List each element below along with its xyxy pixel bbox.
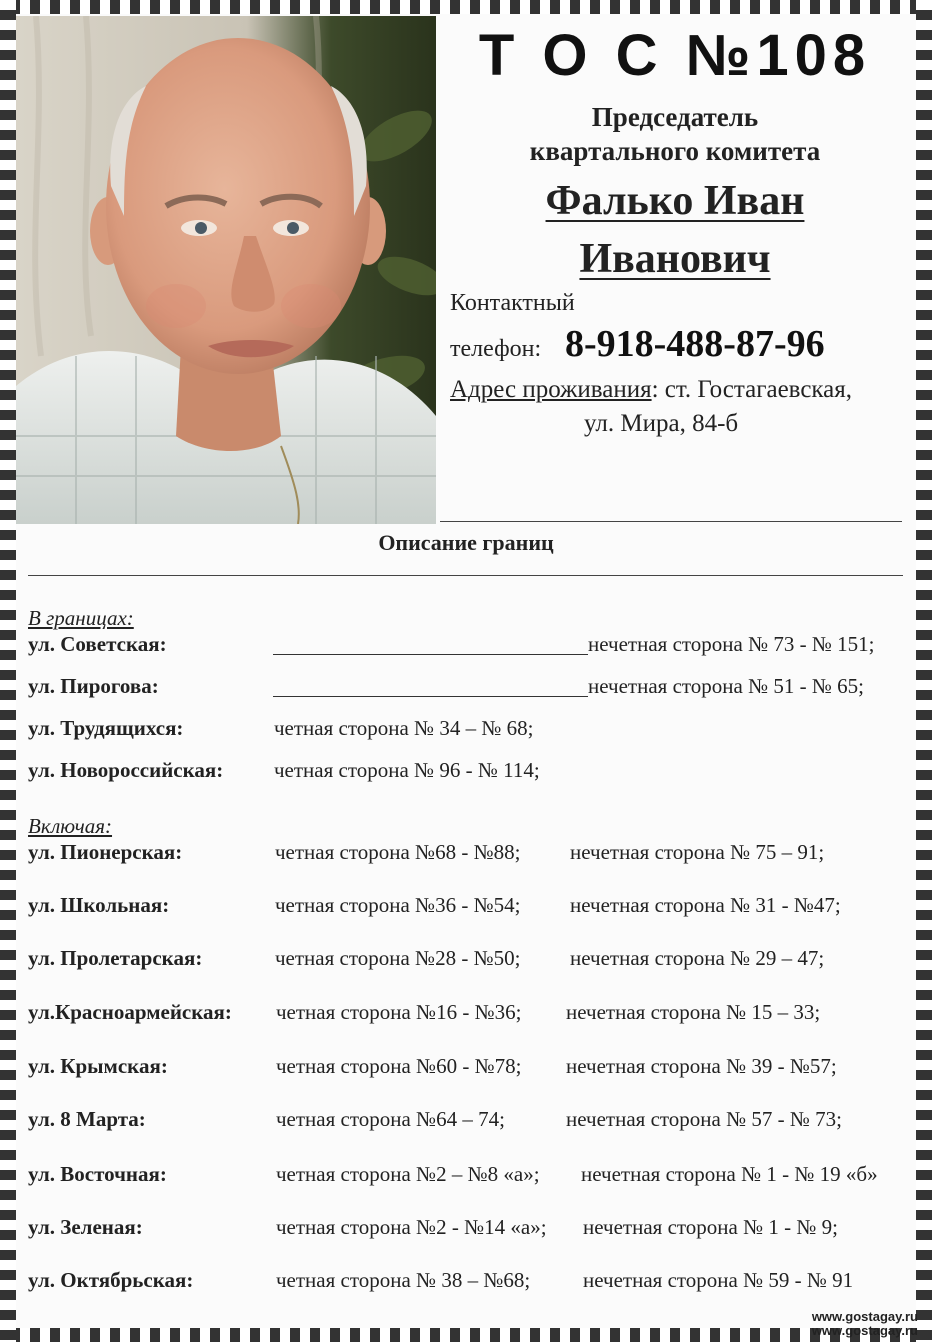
boundary-row	[28, 632, 918, 662]
range-text: четная сторона № 34 – № 68;	[274, 716, 534, 740]
fill-line	[273, 696, 588, 697]
boundaries-title: Описание границ	[378, 530, 554, 555]
odd-range: нечетная сторона № 57 - № 73;	[566, 1107, 842, 1131]
portrait-photo	[16, 16, 436, 524]
street-name: ул. Пролетарская:	[28, 946, 203, 970]
odd-range: нечетная сторона № 29 – 47;	[570, 946, 825, 970]
position-line-2: квартального комитета	[529, 136, 821, 166]
boundary-row	[28, 1054, 918, 1084]
street-name: ул. Трудящихся:	[28, 716, 184, 740]
divider-bottom	[28, 575, 903, 576]
address	[450, 376, 852, 404]
odd-range: нечетная сторона № 15 – 33;	[566, 1000, 821, 1024]
fill-line	[273, 654, 588, 655]
even-range: четная сторона №64 – 74;	[276, 1107, 505, 1131]
boundary-row	[28, 946, 918, 976]
range-text: нечетная сторона № 73 - № 151;	[588, 632, 875, 656]
boundary-row	[28, 1162, 918, 1192]
odd-range: нечетная сторона № 1 - № 9;	[583, 1215, 838, 1239]
name-line-2: Иванович	[579, 236, 771, 282]
boundary-row	[28, 1000, 918, 1030]
within-label: В границах:	[28, 606, 134, 630]
address-line-1: : ст. Гостагаевская,	[651, 376, 853, 403]
including-label: Включая:	[28, 814, 113, 838]
street-name: ул. Пионерская:	[28, 840, 183, 864]
watermark-line-1: www.gostagay.ru	[811, 1309, 918, 1324]
boundary-row	[28, 893, 918, 923]
even-range: четная сторона №2 – №8 «а»;	[276, 1162, 540, 1186]
even-range: четная сторона №60 - №78;	[276, 1054, 522, 1078]
street-name: ул. Крымская:	[28, 1054, 168, 1078]
boundary-row	[28, 1268, 918, 1298]
street-name: ул. Пирогова:	[28, 674, 159, 698]
odd-range: нечетная сторона № 59 - № 91	[583, 1268, 854, 1292]
even-range: четная сторона №68 - №88;	[275, 840, 521, 864]
street-name: ул. Новороссийская:	[28, 758, 224, 782]
phone-number: 8-918-488-87-96	[565, 323, 825, 365]
street-name: ул.Красноармейская:	[28, 1000, 232, 1024]
page-title: Т О С №108	[478, 23, 872, 88]
even-range: четная сторона №16 - №36;	[276, 1000, 522, 1024]
odd-range: нечетная сторона № 39 - №57;	[566, 1054, 837, 1078]
street-name: ул. Октябрьская:	[28, 1268, 194, 1292]
portrait-illustration	[16, 16, 436, 524]
boundary-row	[28, 674, 918, 704]
street-name: ул. Советская:	[28, 632, 167, 656]
address-line-2: ул. Мира, 84-б	[584, 410, 739, 437]
name-line-1: Фалько Иван	[545, 178, 805, 224]
odd-range: нечетная сторона № 1 - № 19 «б»	[581, 1162, 878, 1186]
boundary-row	[28, 758, 918, 788]
position-line-1: Председатель	[591, 102, 759, 132]
divider-top	[440, 521, 902, 522]
even-range: четная сторона № 38 – №68;	[276, 1268, 531, 1292]
position-title	[440, 100, 910, 168]
watermark	[812, 1310, 918, 1338]
border-bottom	[0, 1328, 932, 1342]
street-name: ул. Зеленая:	[28, 1215, 143, 1239]
even-range: четная сторона №36 - №54;	[275, 893, 521, 917]
odd-range: нечетная сторона № 31 - №47;	[570, 893, 841, 917]
address-label: Адрес проживания	[450, 376, 652, 403]
even-range: четная сторона №28 - №50;	[275, 946, 521, 970]
street-name: ул. Школьная:	[28, 893, 170, 917]
phone-label: телефон:	[450, 336, 542, 362]
border-top	[0, 0, 932, 14]
chairman-name	[440, 172, 910, 288]
street-name: ул. Восточная:	[28, 1162, 167, 1186]
range-text: нечетная сторона № 51 - № 65;	[588, 674, 864, 698]
boundary-row	[28, 1107, 918, 1137]
contact-label: Контактный	[450, 290, 575, 316]
border-right	[916, 0, 932, 1342]
boundary-row	[28, 840, 918, 870]
boundary-row	[28, 1215, 918, 1245]
odd-range: нечетная сторона № 75 – 91;	[570, 840, 825, 864]
border-left	[0, 0, 16, 1342]
street-name: ул. 8 Марта:	[28, 1107, 146, 1131]
even-range: четная сторона №2 - №14 «а»;	[276, 1215, 547, 1239]
watermark-line-2: www.gostagay.ru	[811, 1323, 918, 1338]
boundary-row	[28, 716, 918, 746]
range-text: четная сторона № 96 - № 114;	[274, 758, 540, 782]
